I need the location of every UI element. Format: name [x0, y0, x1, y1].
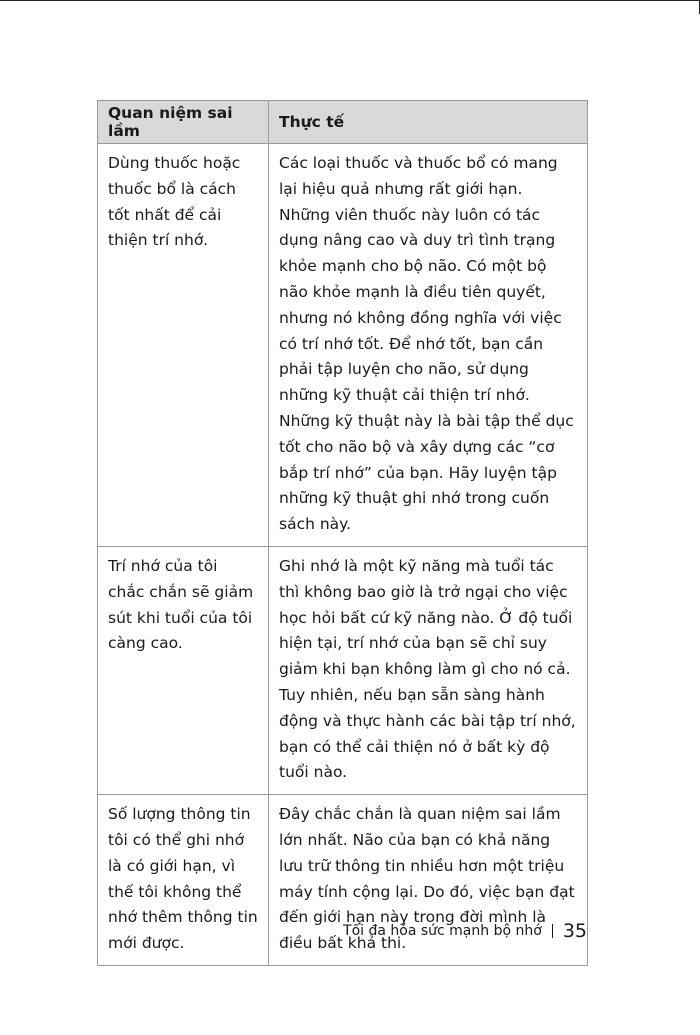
table-header-row	[98, 101, 588, 144]
myth-reality-table	[97, 100, 588, 966]
reality-cell: Đây chắc chắn là quan niệm sai lầm lớn nhất. Não của bạn có khả năng lưu trữ thông tin nhiều hơn một triệu máy tính cộng lại. Do đó, việc bạn đạt đến giới hạn này trong đời mình là điều bất khả thi.	[269, 795, 588, 966]
page-number: 35	[562, 920, 587, 942]
page-edge-line	[0, 0, 700, 1]
myth-cell: Trí nhớ của tôi chắc chắn sẽ giảm sút khi tuổi của tôi càng cao.	[98, 546, 269, 794]
running-title: Tối đa hóa sức mạnh bộ nhớ	[343, 923, 542, 939]
page-footer	[343, 918, 587, 944]
myth-cell: Số lượng thông tin tôi có thể ghi nhớ là có giới hạn, vì thế tôi không thể nhớ thêm thông tin mới được.	[98, 795, 269, 966]
header-myth: Quan niệm sai lầm	[98, 101, 269, 144]
table-row	[98, 144, 588, 547]
footer-separator	[552, 924, 553, 938]
reality-cell: Các loại thuốc và thuốc bổ có mang lại hiệu quả nhưng rất giới hạn. Những viên thuốc này luôn có tác dụng nâng cao và duy trì tình trạng khỏe mạnh cho bộ não. Có một bộ não khỏe mạnh là điều tiên quyết, nhưng nó không đồng nghĩa với việc có trí nhớ tốt. Để nhớ tốt, bạn cần phải tập luyện cho não, sử dụng những kỹ thuật cải thiện trí nhớ. Những kỹ thuật này là bài tập thể dục tốt cho não bộ và xây dựng các “cơ bắp trí nhớ” của bạn. Hãy luyện tập những kỹ thuật ghi nhớ trong cuốn sách này.	[269, 144, 588, 547]
myth-cell: Dùng thuốc hoặc thuốc bổ là cách tốt nhất để cải thiện trí nhớ.	[98, 144, 269, 547]
reality-cell: Ghi nhớ là một kỹ năng mà tuổi tác thì không bao giờ là trở ngại cho việc học hỏi bất cứ kỹ năng nào. Ở độ tuổi hiện tại, trí nhớ của bạn sẽ chỉ suy giảm khi bạn không làm gì cho nó cả. Tuy nhiên, nếu bạn sẵn sàng hành động và thực hành các bài tập trí nhớ, bạn có thể cải thiện nó ở bất kỳ độ tuổi nào.	[269, 546, 588, 794]
table-row	[98, 546, 588, 794]
header-reality: Thực tế	[269, 101, 588, 144]
